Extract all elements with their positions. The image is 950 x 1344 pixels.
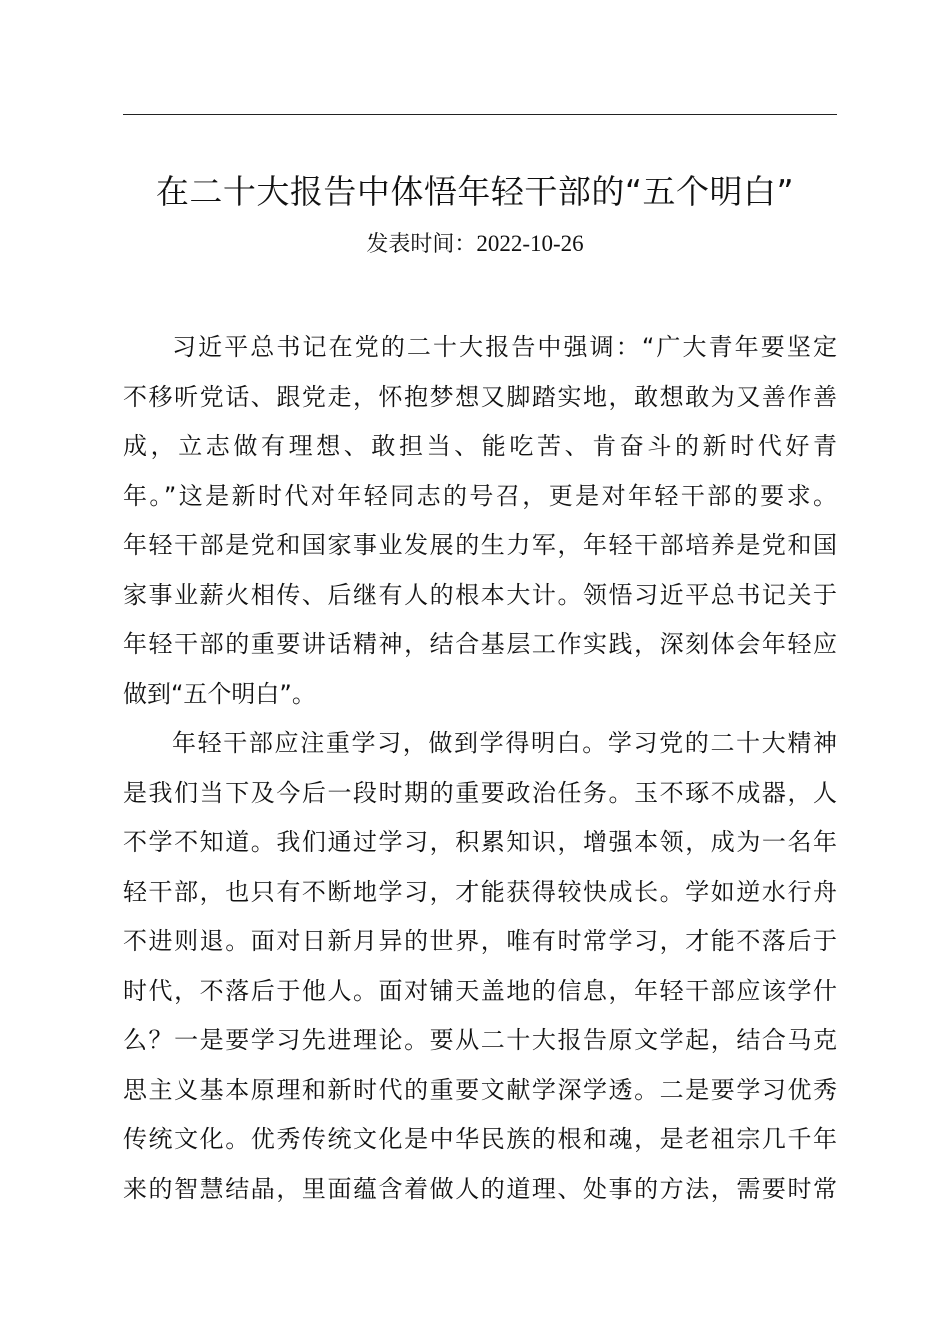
paragraph-line: 年轻干部是党和国家事业发展的生力军，年轻干部培养是党和国 bbox=[123, 531, 837, 559]
paragraph-line: 时代，不落后于他人。面对铺天盖地的信息，年轻干部应该学什 bbox=[123, 976, 837, 1005]
paragraph-line: 不学不知道。我们通过学习，积累知识，增强本领，成为一名年 bbox=[123, 828, 837, 856]
publish-date-value: 2022-10-26 bbox=[476, 231, 584, 256]
header-rule bbox=[123, 114, 837, 115]
paragraph-2 bbox=[123, 719, 837, 1214]
paragraph-line: 思主义基本原理和新时代的重要文献学深学透。二是要学习优秀 bbox=[123, 1075, 837, 1104]
article-title: 在二十大报告中体悟年轻干部的“五个明白” bbox=[155, 172, 795, 211]
publish-date-label: 发表时间： bbox=[366, 232, 477, 257]
paragraph-line: 轻干部，也只有不断地学习，才能获得较快成长。学如逆水行舟 bbox=[123, 877, 837, 906]
paragraph-line: 来的智慧结晶，里面蕴含着做人的道理、处事的方法，需要时常 bbox=[123, 1174, 837, 1203]
paragraph-line: 家事业薪火相传、后继有人的根本大计。领悟习近平总书记关于 bbox=[123, 580, 837, 609]
paragraph-line: 么？一是要学习先进理论。要从二十大报告原文学起，结合马克 bbox=[123, 1026, 837, 1054]
paragraph-line: 年轻干部应注重学习，做到学得明白。学习党的二十大精神 bbox=[172, 729, 837, 757]
paragraph-line: 做到“五个明白”。 bbox=[123, 679, 316, 708]
article-body bbox=[123, 323, 837, 1214]
paragraph-1 bbox=[123, 323, 837, 719]
paragraph-line: 不移听党话、跟党走，怀抱梦想又脚踏实地，敢想敢为又善作善 bbox=[123, 382, 837, 411]
publish-date bbox=[0, 226, 950, 263]
paragraph-line: 年。”这是新时代对年轻同志的号召，更是对年轻干部的要求。 bbox=[123, 481, 837, 510]
paragraph-line: 习近平总书记在党的二十大报告中强调：“广大青年要坚定 bbox=[172, 333, 837, 361]
paragraph-line: 传统文化。优秀传统文化是中华民族的根和魂，是老祖宗几千年 bbox=[123, 1125, 837, 1153]
paragraph-line: 成，立志做有理想、敢担当、能吃苦、肯奋斗的新时代好青 bbox=[123, 432, 837, 460]
paragraph-line: 不进则退。面对日新月异的世界，唯有时常学习，才能不落后于 bbox=[123, 927, 837, 955]
paragraph-line: 是我们当下及今后一段时期的重要政治任务。玉不琢不成器，人 bbox=[123, 778, 837, 807]
paragraph-line: 年轻干部的重要讲话精神，结合基层工作实践，深刻体会年轻应 bbox=[123, 630, 837, 658]
